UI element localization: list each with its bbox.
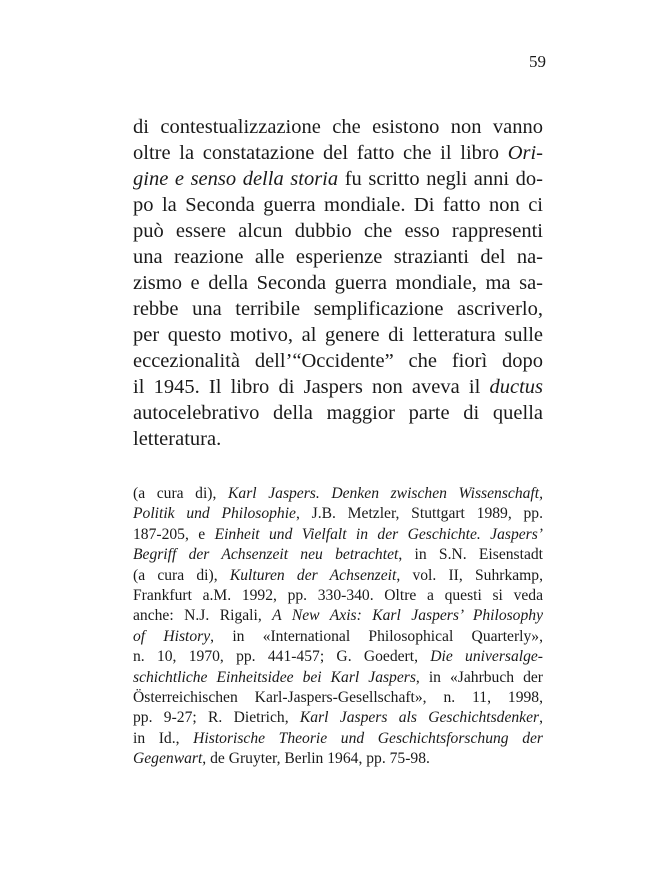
- text-segment: fu scritto negli anni do-: [338, 168, 543, 190]
- footnote-text: [133, 484, 543, 769]
- text-segment: , vol. II, Suhrkamp,: [396, 566, 543, 584]
- italic-text: Karl Jaspers als Geschichtsdenker: [299, 709, 540, 727]
- text-segment: po la Seconda guerra mondiale. Di fatto non ci: [133, 194, 543, 216]
- text-segment: anche: N.J. Rigali,: [133, 607, 273, 625]
- italic-text: ductus: [489, 376, 543, 398]
- text-segment: una reazione alle esperienze strazianti del na-: [133, 246, 543, 268]
- text-segment: 187-205, e: [133, 525, 215, 543]
- text-segment: (a cura di),: [133, 485, 229, 502]
- text-segment: di contestualizzazione che esistono non vanno: [133, 116, 543, 138]
- body-line: [133, 400, 543, 426]
- text-segment: Frankfurt a.M. 1992, pp. 330-340. Oltre a questi si veda: [133, 586, 543, 604]
- italic-text: of History: [133, 627, 211, 645]
- text-segment: può essere alcun dubbio che esso rappresenti: [133, 220, 543, 242]
- text-segment: , in S.N. Eisenstadt: [398, 546, 543, 564]
- italic-text: Politik und Philosophie: [133, 505, 296, 523]
- text-segment: in Id.,: [133, 729, 194, 747]
- italic-text: Historische Theorie und Geschichtsforschung der: [193, 729, 543, 747]
- body-line: [133, 322, 543, 348]
- text-segment: ,: [539, 709, 543, 727]
- footnote-line: [133, 729, 543, 749]
- text-segment: autocelebrativo della maggior parte di quella: [133, 402, 543, 424]
- footnote-line: [133, 708, 543, 728]
- italic-text: Gegenwart: [133, 750, 203, 768]
- body-line: [133, 348, 543, 374]
- body-line: [133, 374, 543, 400]
- text-segment: rebbe una terribile semplificazione ascriverlo,: [133, 298, 543, 320]
- text-segment: n. 10, 1970, pp. 441-457; G. Goedert,: [133, 648, 431, 666]
- footnote-line: [133, 504, 543, 524]
- italic-text: schichtliche Einheitsidee bei Karl Jaspers: [133, 668, 416, 686]
- text-segment: , J.B. Metzler, Stuttgart 1989, pp.: [295, 505, 543, 523]
- italic-text: Die universalge-: [430, 648, 543, 666]
- body-line: [133, 192, 543, 218]
- body-line: [133, 270, 543, 296]
- body-line: [133, 426, 543, 452]
- text-segment: Österreichischen Karl-Jaspers-Gesellschaft», n. 11, 1998,: [133, 688, 543, 706]
- italic-text: Begriff der Achsenzeit neu betrachtet: [133, 546, 399, 564]
- body-line: [133, 114, 543, 140]
- italic-text: A New Axis: Karl Jaspers’ Philosophy: [272, 607, 543, 625]
- text-segment: zismo e della Seconda guerra mondiale, ma sa-: [133, 272, 543, 294]
- text-segment: , de Gruyter, Berlin 1964, pp. 75-98.: [202, 750, 430, 768]
- italic-text: Einheit und Vielfalt in der Geschichte. Jaspers’: [214, 525, 543, 543]
- text-segment: pp. 9-27; R. Dietrich,: [133, 709, 300, 727]
- footnote-line: [133, 688, 543, 708]
- text-segment: oltre la constatazione del fatto che il libro: [133, 142, 508, 164]
- text-segment: , in «Jahrbuch der: [415, 668, 543, 686]
- footnote-line: [133, 545, 543, 565]
- text-segment: , in «International Philosophical Quarterly»,: [210, 627, 543, 645]
- body-line: [133, 166, 543, 192]
- text-segment: letteratura.: [133, 428, 222, 450]
- text-segment: eccezionalità dell’“Occidente” che fiorì dopo: [133, 350, 543, 372]
- body-line: [133, 140, 543, 166]
- footnote-line: [133, 627, 543, 647]
- body-text: [133, 114, 543, 452]
- footnote-line: [133, 525, 543, 545]
- page-number: 59: [529, 52, 546, 71]
- body-line: [133, 296, 543, 322]
- body-line: [133, 218, 543, 244]
- footnote-line: [133, 749, 543, 769]
- italic-text: Ori-: [507, 142, 543, 164]
- italic-text: Karl Jaspers. Denken zwischen Wissenschaft,: [228, 485, 543, 502]
- footnote-line: [133, 668, 543, 688]
- footnote-line: [133, 606, 543, 626]
- footnote-line: [133, 586, 543, 606]
- text-segment: per questo motivo, al genere di letteratura sulle: [133, 324, 543, 346]
- text-segment: (a cura di),: [133, 566, 230, 584]
- footnote-line: [133, 647, 543, 667]
- footnote-line: [133, 566, 543, 586]
- italic-text: Kulturen der Achsenzeit: [229, 566, 397, 584]
- text-segment: il 1945. Il libro di Jaspers non aveva il: [133, 376, 490, 398]
- footnote-line: [133, 484, 543, 504]
- body-line: [133, 244, 543, 270]
- italic-text: gine e senso della storia: [133, 168, 339, 190]
